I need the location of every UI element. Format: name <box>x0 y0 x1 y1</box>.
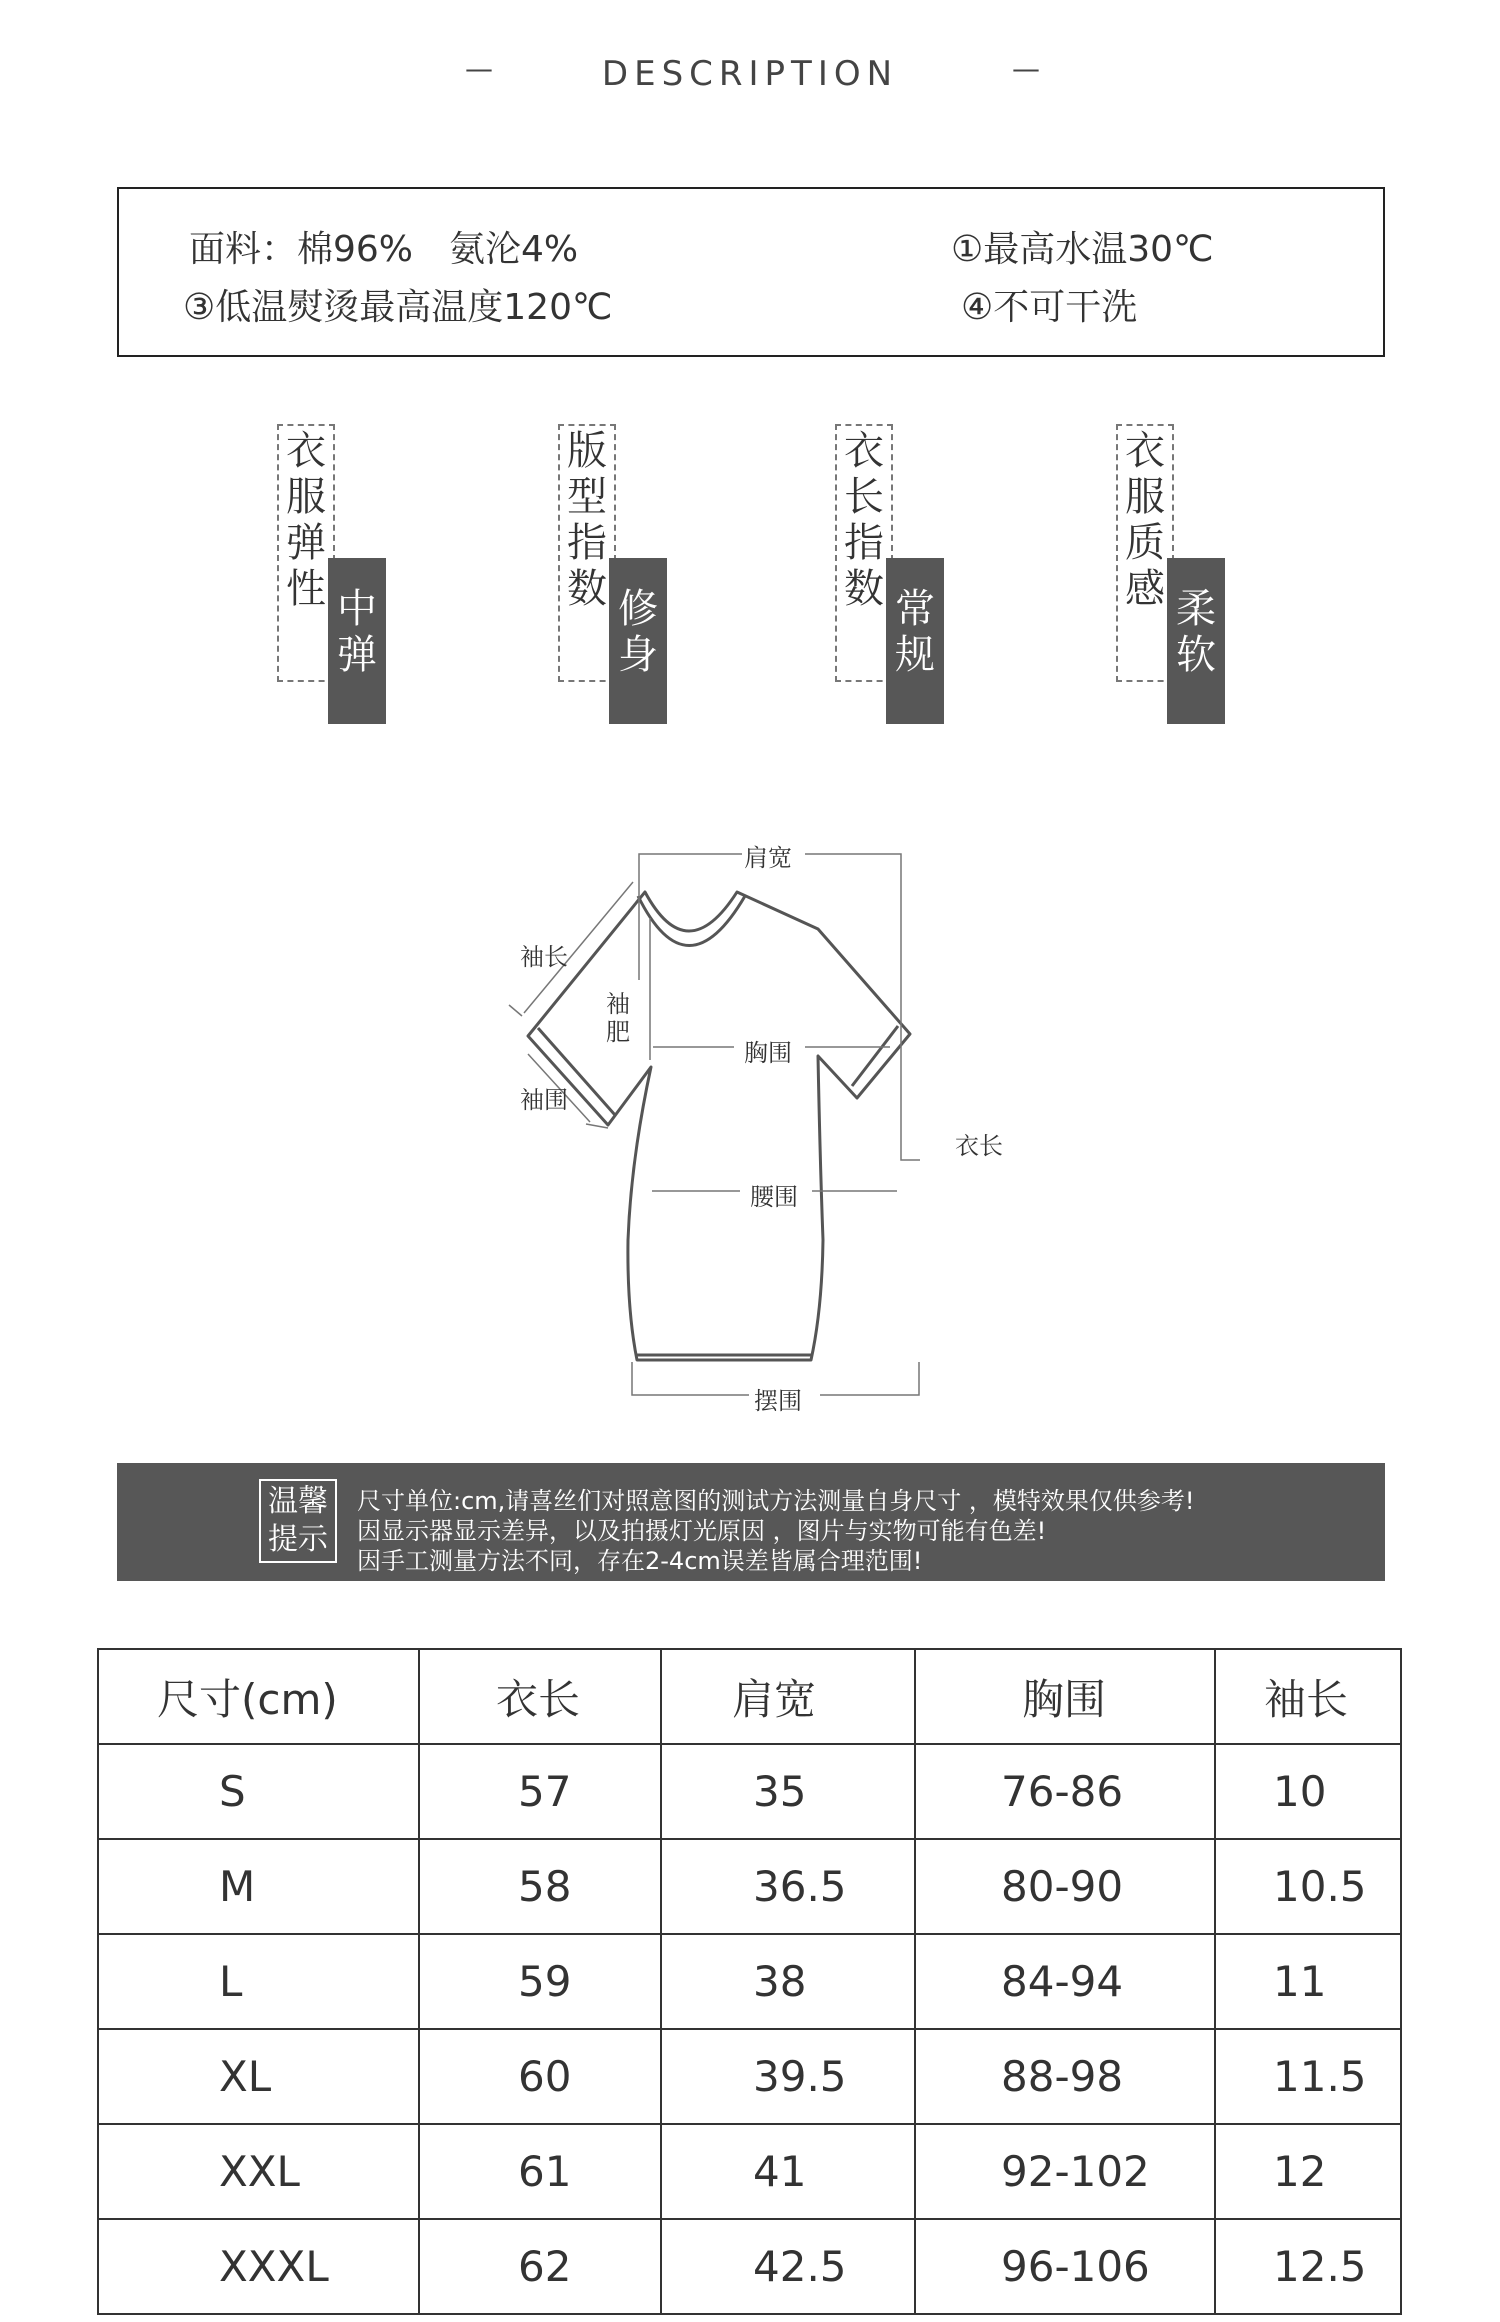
table-row <box>98 2029 1401 2124</box>
notice-badge-line2: 提示 <box>268 1522 328 1557</box>
cell-chest: 96-106 <box>915 2219 1215 2314</box>
label-length: 衣长 <box>955 1132 1003 1160</box>
care-info-box <box>117 187 1385 357</box>
label-hem: 摆围 <box>754 1387 802 1415</box>
size-table <box>97 1648 1402 2315</box>
cell-size: M <box>98 1839 419 1934</box>
label-waist: 腰围 <box>750 1183 798 1211</box>
cell-size: XXXL <box>98 2219 419 2314</box>
cell-length: 58 <box>419 1839 661 1934</box>
section-header <box>0 52 1500 102</box>
cell-chest: 84-94 <box>915 1934 1215 2029</box>
attribute-elasticity <box>277 424 427 724</box>
cell-sleeve: 11 <box>1215 1934 1401 2029</box>
cell-length: 59 <box>419 1934 661 2029</box>
attribute-label: 衣服质感 <box>1125 428 1165 612</box>
cell-length: 61 <box>419 2124 661 2219</box>
care-water-temp: ①最高水温30℃ <box>951 229 1214 270</box>
cell-chest: 88-98 <box>915 2029 1215 2124</box>
cell-size: XXL <box>98 2124 419 2219</box>
cell-sleeve: 10 <box>1215 1744 1401 1839</box>
attribute-value: 柔软 <box>1167 558 1225 724</box>
cell-chest: 80-90 <box>915 1839 1215 1934</box>
fabric-composition: 面料：棉96% 氨沦4% <box>189 229 579 270</box>
notice-badge-line1: 温馨 <box>268 1484 328 1519</box>
care-no-dryclean: ④不可干洗 <box>961 287 1138 328</box>
cell-length: 57 <box>419 1744 661 1839</box>
attribute-value: 中弹 <box>328 558 386 724</box>
cell-sleeve: 11.5 <box>1215 2029 1401 2124</box>
label-shoulder: 肩宽 <box>744 844 792 872</box>
table-row <box>98 1744 1401 1839</box>
title-dash-right: — <box>1012 52 1040 85</box>
header-size: 尺寸(cm) <box>98 1649 419 1744</box>
table-row <box>98 1934 1401 2029</box>
notice-banner <box>117 1463 1385 1581</box>
cell-chest: 76-86 <box>915 1744 1215 1839</box>
header-length: 衣长 <box>419 1649 661 1744</box>
cell-shoulder: 38 <box>661 1934 915 2029</box>
cell-length: 60 <box>419 2029 661 2124</box>
attribute-length <box>835 424 985 724</box>
attribute-label: 版型指数 <box>567 428 607 612</box>
attribute-label: 衣长指数 <box>844 428 884 612</box>
attribute-fit <box>558 424 708 724</box>
attribute-texture <box>1116 424 1266 724</box>
notice-line-1: 尺寸单位:cm,请喜丝们对照意图的测试方法测量自身尺寸 ，模特效果仅供参考! <box>357 1487 1195 1515</box>
table-header-row <box>98 1649 1401 1744</box>
care-ironing: ③低温熨烫最高温度120℃ <box>183 287 613 328</box>
attribute-value: 常规 <box>886 558 944 724</box>
table-row <box>98 2219 1401 2314</box>
notice-line-3: 因手工测量方法不同，存在2-4cm误差皆属合理范围! <box>357 1547 923 1575</box>
tshirt-outline-icon <box>500 830 1020 1420</box>
notice-line-2: 因显示器显示差异，以及拍摄灯光原因 ，图片与实物可能有色差! <box>357 1517 1047 1545</box>
cell-sleeve: 12 <box>1215 2124 1401 2219</box>
label-sleeve-width: 袖肥 <box>606 990 630 1046</box>
cell-size: L <box>98 1934 419 2029</box>
table-row <box>98 1839 1401 1934</box>
notice-badge <box>259 1479 337 1563</box>
cell-shoulder: 35 <box>661 1744 915 1839</box>
attribute-value: 修身 <box>609 558 667 724</box>
cell-shoulder: 41 <box>661 2124 915 2219</box>
header-sleeve: 袖长 <box>1215 1649 1401 1744</box>
label-sleeve-length: 袖长 <box>520 943 568 971</box>
header-shoulder: 肩宽 <box>661 1649 915 1744</box>
label-chest: 胸围 <box>744 1039 792 1067</box>
cell-shoulder: 36.5 <box>661 1839 915 1934</box>
cell-sleeve: 10.5 <box>1215 1839 1401 1934</box>
cell-length: 62 <box>419 2219 661 2314</box>
cell-sleeve: 12.5 <box>1215 2219 1401 2314</box>
table-row <box>98 2124 1401 2219</box>
cell-shoulder: 42.5 <box>661 2219 915 2314</box>
section-title: DESCRIPTION <box>601 54 899 94</box>
attribute-label: 衣服弹性 <box>286 428 326 612</box>
title-dash-left: — <box>465 52 493 85</box>
cell-chest: 92-102 <box>915 2124 1215 2219</box>
header-chest: 胸围 <box>915 1649 1215 1744</box>
measurement-diagram <box>500 830 1020 1420</box>
cell-size: XL <box>98 2029 419 2124</box>
cell-size: S <box>98 1744 419 1839</box>
cell-shoulder: 39.5 <box>661 2029 915 2124</box>
label-cuff: 袖围 <box>520 1086 568 1114</box>
